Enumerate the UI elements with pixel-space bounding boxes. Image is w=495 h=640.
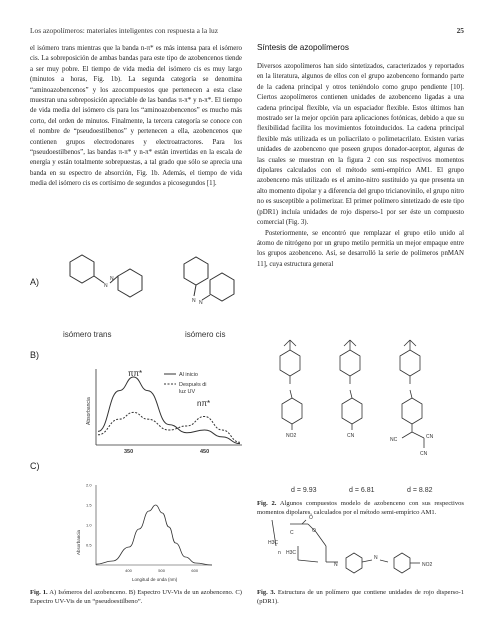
fig2-cn-3: CN (420, 451, 428, 457)
trans-isomer-label: isómero trans (63, 330, 112, 339)
chart-c-ytick: 0.5 (86, 542, 92, 548)
fig3-h3c-2: H3C (286, 550, 297, 556)
right-paragraph-1: Diversos azopolímeros han sido sintetizados, caracterizados y reportados en la literatura, algunos de ellos con el grupo azobenceno formando parte de la cadena principal y otros teniéndolo como grupo pendiente [10]. Ciertos azopolímeros contienen unidades de azobenceno ligadas a una cadena principal flexible, vía un espaciador flexible. Estos últimos han mostrado ser la mejor opción para aplicaciones fotónicas, debido a que su flexibilidad facilita los movimientos fotoinducidos. La cadena principal flexible más utilizada es un poliacrilato o polimetacrilato. Existen varias unidades de azobenceno que poseen grupos donador-aceptor, algunas de las cuales se muestran en la figura 2 con sus respectivos momentos dipolares calculados con el método semi-empírico AM1. El grupo azobenceno más utilizado es el amino-nitro sustituido ya que presenta un alto momento dipolar y a diferencia del grupo tricianovinilo, el grupo nitro no es susceptible a polimerizar. El primer polímero sintetizado de este tipo (pDR1) incluía unidades de rojo disperso-1 por ser éste un compuesto comercial (Fig. 3). (257, 63, 464, 227)
figure2-compounds (262, 338, 462, 478)
running-title: Los azopolímeros: materiales inteligentes con respuesta a la luz (30, 26, 218, 35)
figure1-caption-label: Fig. 1. (30, 589, 48, 596)
fig3-o1: O (309, 515, 313, 521)
figure3-caption-text: Estructura de un polímero que contiene unidades de rojo disperso-1 (pDR1). (257, 589, 464, 605)
fig3-no2: NO2 (422, 562, 433, 568)
chart-c (72, 475, 222, 585)
trans-n1: N (104, 283, 108, 289)
azobenzene-isomers-diagram (60, 250, 250, 340)
panel-a-label: A) (30, 277, 39, 287)
chart-b-legend-2b: luz UV (179, 389, 196, 395)
panel-b-label: B) (30, 350, 39, 360)
chart-c-xlabel: Longitud de onda (nm) (132, 577, 178, 582)
panel-c-label: C) (30, 461, 40, 471)
fig2-cn-2: CN (426, 434, 434, 440)
chart-c-xtick: 600 (191, 568, 199, 573)
dipole-3: d = 8.82 (407, 487, 433, 494)
left-paragraph: el isómero trans mientras que la banda n-π* es más intensa para el isómero cis. La sobreposición de ambas bandas para este tipo de azobencenos tiende a ser muy pobre. El tiempo de vida media del isómero cis es muy largo (minutos a horas, Fig. 1b). La segunda categoría se denomina “aminoazobencenos” y los azocompuestos que pertenecen a esta clase muestran una sobreposición apreciable de las bandas π-π* y n-π*. El tiempo de vida media del isómero cis para los “aminoazobencenos” es mucho más corto, del orden de minutos. Finalmente, la tercera categoría se conoce con el nombre de “pseudoestilbenos” y pertenecen a ella, azobencenos que contienen grupos electrodonares y electroatractores. Para los “pseudoestilbenos”, las bandas π-π* y n-π* están invertidas en la escala de energía y están totalmente sobrepuestas, a tal grado que sólo se aprecia una banda en su espectro de absorción, Fig. 1b. Además, el tiempo de vida media del isómero cis es cortísimo de segundos a picosegundos [1]. (30, 45, 242, 188)
chart-b-series-2 (98, 412, 240, 442)
fig2-nc: NC (390, 437, 398, 443)
fig3-n-azo: N (374, 555, 378, 561)
chart-b-tick-450: 450 (200, 449, 210, 455)
chart-c-ylabel: Absorbancia (76, 529, 81, 555)
chart-b-legend-2a: Después di (179, 382, 207, 388)
chart-b-series-1 (98, 377, 240, 444)
figure3-caption-label: Fig. 3. (257, 589, 276, 596)
figure2-caption-text: Algunos compuestos modelo de azobenceno con sus respectivos momentos dipolares, calculados por el método semi-empírico AM1. (257, 500, 464, 516)
cis-n1: N (192, 298, 196, 304)
fig2-no2: NO2 (286, 433, 297, 439)
fig3-n-sub: n (278, 550, 281, 556)
right-paragraph-2: Posteriormente, se encontró que remplazar el grupo etilo unido al átomo de nitrógeno por un grupo metilo permitía un mejor empaque entre los grupos azobenceno. Así, se desarrolló la serie de polímeros pnMAN 11], cuya estructura general (257, 229, 464, 268)
chart-c-xtick: 500 (158, 568, 165, 573)
fig3-h3c-1: H3C (268, 540, 279, 546)
figure2-caption-label: Fig. 2. (257, 500, 277, 507)
dipole-1: d = 9.93 (291, 487, 317, 494)
chart-b-annotation-pipi: ππ* (128, 369, 143, 378)
chart-b-annotation-npi: nπ* (197, 399, 211, 408)
trans-n2: N (110, 276, 114, 282)
fig3-c: C (290, 530, 294, 536)
page-number: 25 (456, 26, 464, 35)
cis-isomer-label: isómero cis (185, 330, 226, 339)
figure3-caption (257, 588, 464, 606)
chart-c-ytick: 1.0 (86, 522, 92, 528)
right-column (257, 43, 464, 270)
chart-c-ytick: 1.5 (86, 502, 92, 508)
figure3-polymer-structure (262, 510, 462, 585)
chart-c-ytick: 2.0 (86, 482, 92, 488)
chart-b-ylabel: Absorbancia (86, 397, 92, 425)
cis-n2: N (199, 300, 203, 306)
chart-c-xtick: 400 (125, 568, 132, 573)
figure1-caption (30, 588, 242, 606)
chart-b-legend-1: Al inicio (179, 372, 198, 378)
section-title: Síntesis de azopolímeros (257, 43, 349, 52)
fig3-n-amine: N (334, 562, 338, 568)
left-column (30, 44, 242, 190)
chart-b (82, 363, 250, 458)
figure1-caption-text: A) Isómeros del azobenceno. B) Espectro UV-Vis de un azobenceno. C) Espectro UV-Vis de un “pseudoestilbeno”. (30, 589, 242, 605)
chart-c-series-1 (96, 505, 212, 565)
dipole-2: d = 6.81 (349, 487, 375, 494)
chart-b-tick-350: 350 (124, 449, 134, 455)
fig3-o2: O (312, 528, 316, 534)
running-header (30, 26, 464, 35)
fig2-cn-1: CN (347, 433, 355, 439)
